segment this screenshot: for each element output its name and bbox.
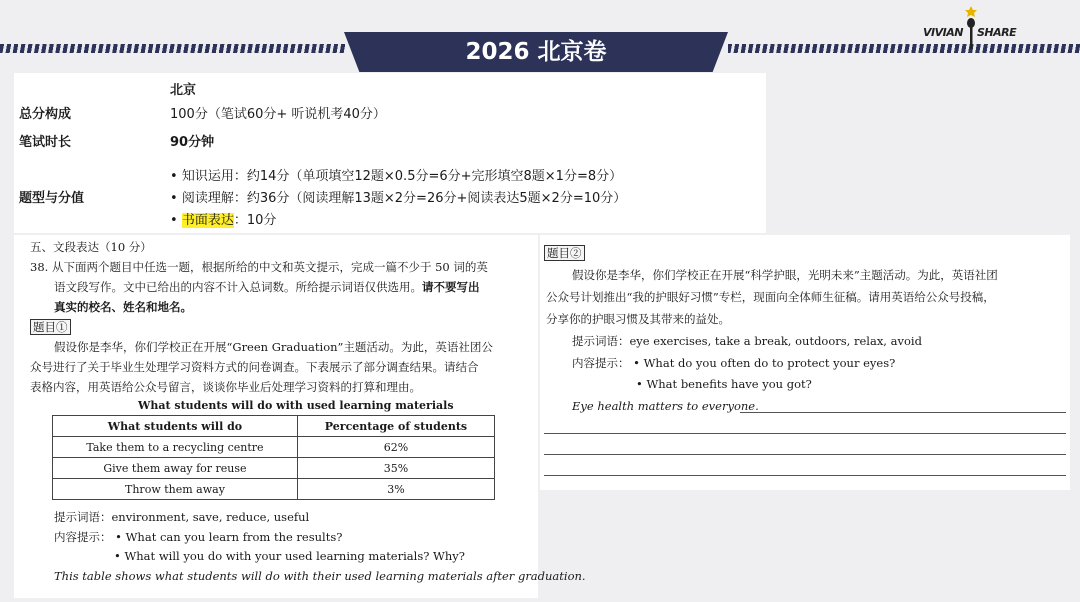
table-cell: 62%	[297, 437, 494, 458]
table-cell: 3%	[297, 479, 494, 500]
topic-2-para-line-1: 假设你是李华，你们学校正在开展“科学护眼，光明未来”主题活动。为此，英语社团	[572, 268, 998, 282]
total-score-value: 100分（笔试60分+ 听说机考40分）	[170, 107, 386, 122]
table-row	[53, 458, 495, 479]
table-cell: Throw them away	[53, 479, 298, 500]
topic-1-content-hint-1: 内容提示： • What can you learn from the results?	[54, 530, 343, 544]
logo-text-left: VIVIAN	[923, 26, 963, 39]
table-cell: 35%	[297, 458, 494, 479]
table-row	[53, 479, 495, 500]
topic-2-content-hint-2: • What benefits have you got?	[636, 377, 812, 391]
writing-line	[544, 475, 1066, 476]
topic-2-para-line-2: 公众号计划推出“我的护眼好习惯”专栏，现面向全体师生征稿。请用英语给公众号投稿，	[546, 290, 995, 304]
writing-line	[544, 433, 1066, 434]
topic-1-starter: This table shows what students will do with their used learning materials after graduation.	[54, 569, 586, 583]
highlight-writing: 书面表达	[181, 213, 234, 228]
topic-1-para-line-3: 表格内容，用英语给公众号留言，谈谈你毕业后处理学习资料的打算和理由。	[30, 380, 421, 394]
page-title: 2026 北京卷	[465, 39, 607, 65]
table-header-cell: Percentage of students	[297, 416, 494, 437]
topic-1-para-line-1: 假设你是李华，你们学校正在开展“Green Graduation”主题活动。为此，英语社团公	[54, 340, 493, 354]
table-title: What students will do with used learning materials	[138, 399, 454, 412]
topic-1-para-line-2: 众号进行了关于毕业生处理学习资料方式的问卷调查。下表展示了部分调查结果。请结合	[30, 360, 479, 374]
topic-1-hints: 提示词语：environment, save, reduce, useful	[54, 510, 310, 524]
topic-1-label: 题目①	[30, 319, 71, 335]
topic-2-hints: 提示词语：eye exercises, take a break, outdoors, relax, avoid	[572, 334, 922, 348]
question-line-2: 语文段写作。文中已给出的内容不计入总词数。所给提示词语仅供选用。请不要写出	[54, 280, 480, 294]
topic-2-starter: Eye health matters to everyone.	[572, 399, 759, 413]
topic-2-para-line-3: 分享你的护眼习惯及其带来的益处。	[546, 312, 730, 326]
table-cell: Take them to a recycling centre	[53, 437, 298, 458]
bullet-knowledge: • 知识运用：约14分（单项填空12题×0.5分=6分+完形填空8题×1分=8分）	[170, 169, 623, 184]
topic-2-content-hint-1: 内容提示： • What do you often do to protect your eyes?	[572, 356, 896, 370]
region-label: 北京	[170, 83, 197, 98]
logo-text-right: SHARE	[977, 26, 1017, 39]
table-header-cell: What students will do	[53, 416, 298, 437]
section-heading: 五、文段表达（10 分）	[30, 240, 152, 254]
writing-line	[740, 412, 1066, 413]
bullet-writing: • 书面表达：10分	[170, 213, 277, 228]
duration-value: 90分钟	[170, 135, 215, 150]
table-row	[53, 437, 495, 458]
exam-info-card	[14, 73, 766, 233]
exam-scan-right	[540, 235, 1070, 490]
question-types-label: 题型与分值	[19, 191, 85, 206]
survey-table	[52, 415, 495, 500]
duration-label: 笔试时长	[19, 135, 72, 150]
topic-1-content-hint-2: • What will you do with your used learning materials? Why?	[114, 549, 465, 563]
question-line-3: 真实的校名、姓名和地名。	[54, 300, 192, 314]
bullet-reading: • 阅读理解：约36分（阅读理解13题×2分=26分+阅读表达5题×2分=10分）	[170, 191, 627, 206]
total-score-label: 总分构成	[19, 107, 72, 122]
table-cell: Give them away for reuse	[53, 458, 298, 479]
question-line-1: 38. 从下面两个题目中任选一题，根据所给的中文和英文提示，完成一篇不少于 50 词的英	[30, 260, 488, 274]
writing-line	[544, 454, 1066, 455]
logo	[920, 6, 1020, 54]
table-header-row	[53, 416, 495, 437]
topic-2-label: 题目②	[544, 245, 585, 261]
header-stripe-right	[728, 44, 1080, 53]
header-stripe-left	[0, 44, 345, 53]
